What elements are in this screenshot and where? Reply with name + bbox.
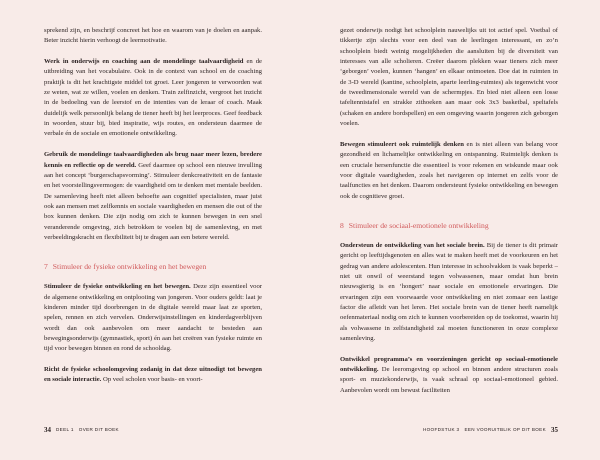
paragraph xyxy=(44,57,262,140)
section-number: 7 xyxy=(44,262,48,272)
paragraph-lead: Gebruik de mondelinge taalvaardigheden als brug naar meer lezen, bredere kennis en reflectie op de wereld. xyxy=(44,151,262,169)
paragraph-lead: Ontwikkel programma’s en voorzieningen gericht op sociaal-emotionele ontwikkeling. xyxy=(340,355,558,374)
footer-title: EEN VOORUITBLIK OP DIT BOEK xyxy=(464,427,546,432)
paragraph-lead: Richt de fysieke schoolomgeving zodanig in dat deze uitnodigt tot bewegen en sociale interactie. xyxy=(44,366,262,384)
paragraph-body: Op veel scholen voor basis- en voort- xyxy=(101,376,203,384)
paragraph xyxy=(44,282,262,354)
paragraph xyxy=(44,26,262,47)
section-heading xyxy=(340,220,558,231)
paragraph-body: Deze zijn essentieel voor de algemene ontwikkeling en ontplooiing van jongeren. Voor ouders geldt: laat je kinderen minder tijd doorbrengen in de digitale wereld maar laat ze sporten, spelen, rennen en zich vervelen. Onderwijsinstellingen en kinderdagverblijven wordt dan ook aanbevolen om meer aandacht te besteden aan bewegingsonderwijs (gymnastiek, sport) én aan het creëren van fysieke ruimte en tijd voor bewegen binnen en rond de schooldag. xyxy=(44,283,262,353)
right-page-footer xyxy=(423,426,558,434)
section-title: Stimuleer de sociaal-emotionele ontwikkeling xyxy=(348,220,489,230)
paragraph-body: en de uitbreiding van het vocabulaire. Ook in de context van school en de coaching praktijk is dit het krachtigste middel tot groei. Leer jongeren te verwoorden wat ze weten, wat ze willen, voelen en denken. Train zelfinzicht, vergroot het inzicht in de bedoeling van de leerstof en de intenties van de leraar of coach. Maak duidelijk welk persoonlijk belang de tiener heeft bij het leerproces. Geef feedback in woorden, stuur bij, bied inspiratie, wijs routes, en ondersteun daarmee de verbale én de sociale en emotionele ontwikkeling. xyxy=(44,58,263,138)
paragraph xyxy=(340,26,558,129)
paragraph-lead: Ondersteun de ontwikkeling van het sociale brein. xyxy=(340,241,485,249)
paragraph-lead: Stimuleer de fysieke ontwikkeling en het bewegen. xyxy=(44,283,191,291)
paragraph-lead: Werk in onderwijs en coaching aan de mondelinge taalvaardigheid xyxy=(44,58,244,66)
section-heading xyxy=(44,261,262,272)
footer-chapter: HOOFDSTUK 3 xyxy=(422,427,460,432)
right-page xyxy=(340,26,558,406)
footer-part: DEEL 1 xyxy=(56,427,74,432)
left-page-footer xyxy=(44,426,119,434)
paragraph xyxy=(340,241,558,344)
paragraph-body: Geef daarmee op school een nieuwe invulling aan het concept ‘burgerschapsvorming’. Stimuleer denkcreativiteit en de fantasie en het voorstellingsvermogen: de vaardigheid om te denken met mentale beelden. De samenleving heeft niet alleen behoefte aan cognitief specialisten, maar juist ook aan mensen met zelfkennis en sociale vaardigheden en mensen die out of the box kunnen denken. Die zijn nodig om zich te kunnen bewegen in een snel veranderende omgeving, zich betrokken te voelen bij de samenleving, en met verbeeldingskracht en flexibiliteit bij te dragen aan een betere wereld. xyxy=(44,161,262,241)
page-number: 34 xyxy=(44,426,51,434)
paragraph xyxy=(340,355,558,396)
paragraph-body: sprekend zijn, en beschrijf concreet het hoe en waarom van je doelen en aanpak. Beter inzicht hierin verhoogt de leermotivatie. xyxy=(44,27,262,45)
paragraph xyxy=(44,365,262,386)
paragraph-body: en is niet alleen van belang voor gezondheid en lichamelijke ontwikkeling en ontspanning. Ruimtelijk denken is een cruciale hersenfunctie die essentieel is voor rekenen en wiskunde maar ook voor digitale vaardigheden, zoals het navigeren op internet en zelfs voor de taalfuncties en het denken. Daarom ondersteunt fysieke ontwikkeling en bewegen ook de cognitieve groei. xyxy=(340,140,558,200)
paragraph xyxy=(44,150,262,243)
section-title: Stimuleer de fysieke ontwikkeling en het bewegen xyxy=(52,262,207,272)
section-number: 8 xyxy=(340,220,344,230)
left-page xyxy=(44,26,262,396)
paragraph-lead: Bewegen stimuleert ook ruimtelijk denken xyxy=(340,140,464,148)
paragraph-body: De leeromgeving op school en binnen andere structuren zoals sport- en muziekonderwijs, is vaak schraal op sociaal-emotioneel gebied. Aanbevolen wordt om bewust faciliteiten xyxy=(340,366,558,394)
footer-title: OVER DIT BOEK xyxy=(78,427,119,432)
paragraph xyxy=(340,140,558,202)
paragraph-body: Bij de tiener is dit primair gericht op leeftijdsgenoten en alles wat te maken heeft met de voorkeuren en het gedrag van andere adolescenten. Hun interesse in schoolvakken is vaak beperkt – niet uit onwil of weerstand tegen volwassenen, maar omdat hun brein nieuwsgierig is en ‘hongert’ naar sociale en emotionele ervaringen. Die ervaringen zijn een voorwaarde voor ontwikkeling en niet zomaar een lastige factor die afleidt van het leren. Het sociale brein van de tiener heeft namelijk oefenmateriaal nodig om zich te kunnen voorbereiden op de toekomst, waarin hij als volwassene in zelfstandigheid zal moeten functioneren in onze complexe samenleving. xyxy=(340,241,559,342)
paragraph-body: gezet onderwijs nodigt het schoolplein nauwelijks uit tot actief spel. Voetbal of tikkertje zijn slechts voor een deel van de leerlingen interessant, en zo’n schoolplein biedt weinig mogelijkheden die aansluiten bij de diversiteit van interesses van alle scholieren. Creëer daarom plekken waar tieners zich meer ‘geborgen’ voelen, kunnen ‘hangen’ en elkaar ontmoeten. Doe dat in ruimten in de 3-D wereld (kantine, schoolplein, aparte leerling-ruimtes) als tegenwicht voor de tweedimensionale wereld van de schermpjes. En bied niet alleen een losse tafeltennistafel en strakke zithoeken aan maar ook 3x3 basketbal, speltafels (schaken en andere bordspellen) en een omgeving waarin jongeren zich geborgen voelen. xyxy=(340,27,558,128)
page-number: 35 xyxy=(551,426,558,434)
